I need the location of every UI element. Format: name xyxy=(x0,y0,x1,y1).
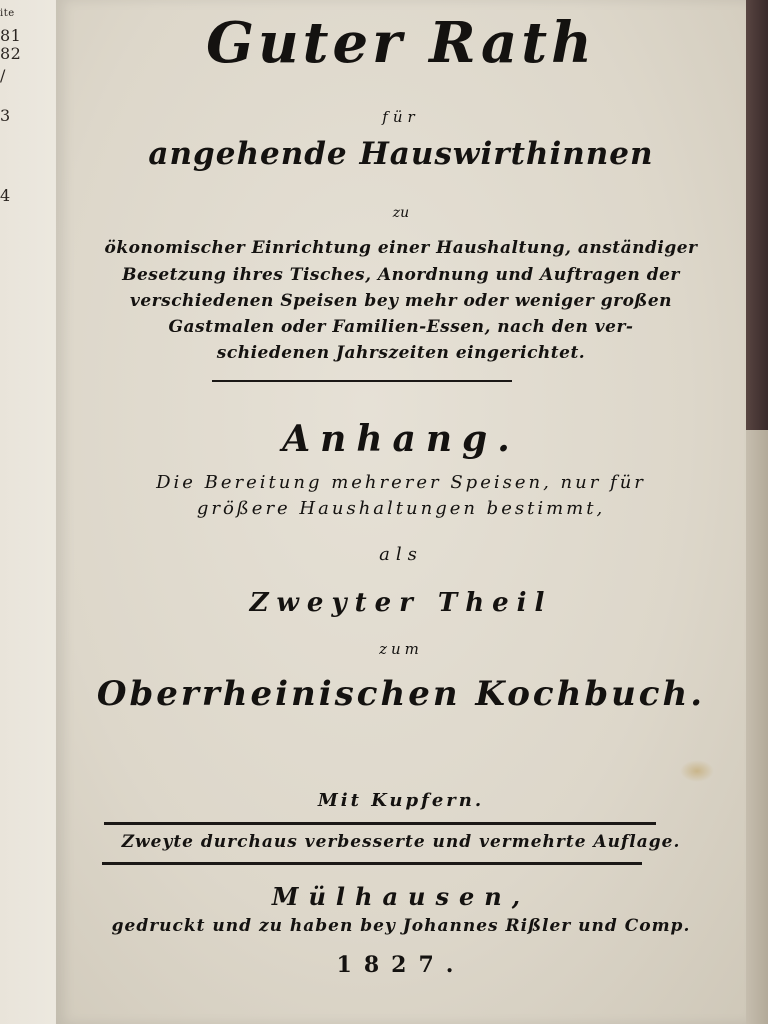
description-line: schiedenen Jahrszeiten eingerichtet. xyxy=(216,343,586,363)
appendix-line: Die Bereitung mehrerer Speisen, nur für xyxy=(156,472,646,493)
title-als: als xyxy=(379,544,423,565)
edition-rule-top xyxy=(104,822,656,825)
plates-note: Mit Kupfern. xyxy=(317,790,485,811)
page-fragment: 4 xyxy=(0,186,11,205)
title-fuer: für xyxy=(382,108,420,126)
edition-statement: Zweyte durchaus verbesserte und vermehrte Auflage. xyxy=(121,832,681,852)
divider-rule xyxy=(212,380,512,382)
title-zum: zum xyxy=(379,640,423,658)
publication-year: 1827. xyxy=(336,952,466,978)
appendix-line: größere Haushaltungen bestimmt, xyxy=(196,498,606,519)
printer-line: gedruckt und zu haben bey Johannes Rißler und Comp. xyxy=(111,916,691,936)
cookbook-title: Oberrheinischen Kochbuch. xyxy=(96,674,706,714)
description-line: verschiedenen Speisen bey mehr oder weniger großen xyxy=(129,291,673,311)
title-zu: zu xyxy=(392,205,410,221)
page-fragment: 3 xyxy=(0,106,11,125)
book-subtitle: angehende Hauswirthinnen xyxy=(148,136,654,172)
part-heading: Zweyter Theil xyxy=(249,588,553,618)
appendix-heading: Anhang. xyxy=(282,418,520,460)
title-page xyxy=(56,0,746,1024)
description-line: Gastmalen oder Familien-Essen, nach den ver- xyxy=(168,317,634,337)
page-fragment: 81 xyxy=(0,26,22,45)
paper-stain xyxy=(680,760,714,782)
description-line: Besetzung ihres Tisches, Anordnung und Auftragen der xyxy=(122,265,680,285)
book-title: Guter Rath xyxy=(206,10,596,76)
page-fragment: / xyxy=(0,66,6,85)
page-fragment: ite xyxy=(0,8,15,19)
description-line: ökonomischer Einrichtung einer Haushaltung, anständiger xyxy=(104,238,698,258)
edition-rule-bottom xyxy=(102,862,642,865)
publication-place: Mülhausen, xyxy=(271,882,531,911)
page-fragment: 82 xyxy=(0,44,22,63)
